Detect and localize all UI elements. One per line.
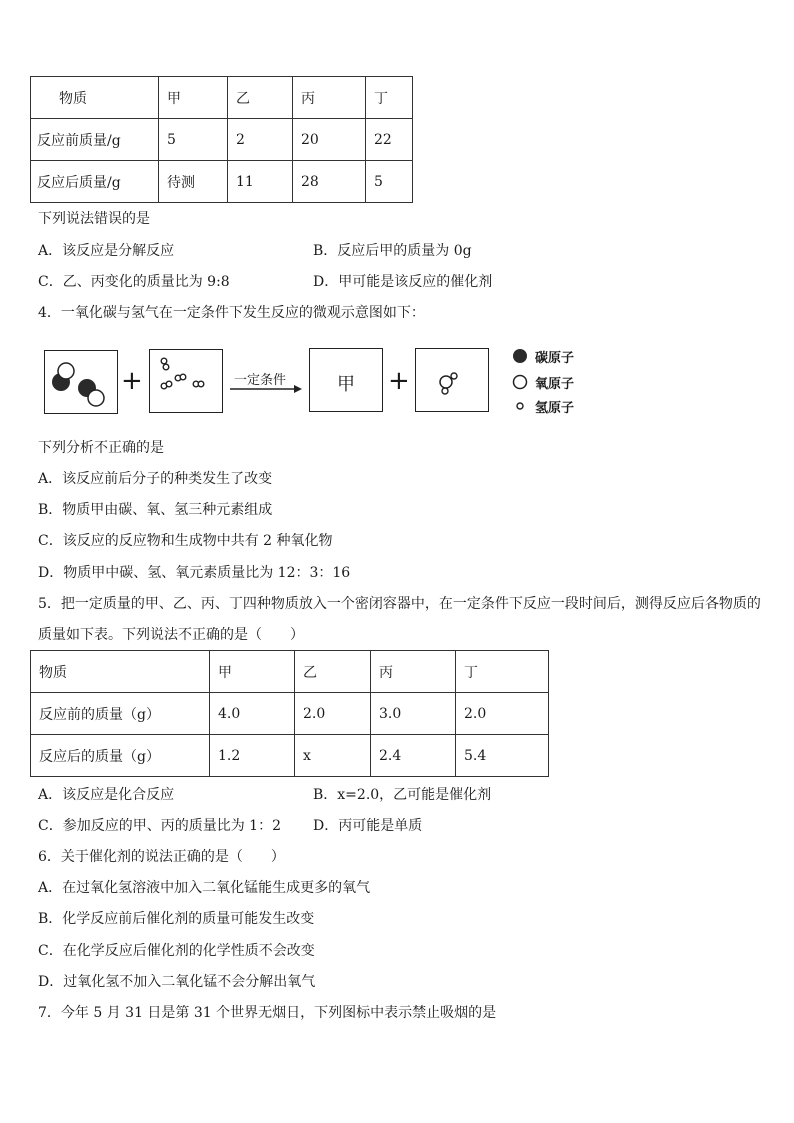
table-cell: 28 xyxy=(293,161,366,203)
q3-option-b: B．反应后甲的质量为 0g xyxy=(313,243,472,259)
reactant-h2-box xyxy=(149,349,223,413)
table-cell: 3.0 xyxy=(371,693,456,735)
q6-option-d: D．过氧化氢不加入二氧化锰不会分解出氧气 xyxy=(38,974,316,990)
table-cell: 4.0 xyxy=(210,693,295,735)
co-molecules-icon xyxy=(45,351,117,413)
product-water-box xyxy=(415,348,489,412)
q3-option-a: A．该反应是分解反应 xyxy=(38,243,175,259)
table-cell: 乙 xyxy=(228,77,293,119)
legend-oxygen: 氧原子 xyxy=(535,377,575,392)
q5-title-line2: 质量如下表。下列说法不正确的是（ ） xyxy=(38,627,304,643)
oxygen-atom-icon xyxy=(510,372,530,392)
table-cell: 2.4 xyxy=(371,735,456,777)
table-row xyxy=(31,735,549,777)
table-cell: 丁 xyxy=(366,77,413,119)
q4-option-d: D．物质甲中碳、氢、氧元素质量比为 12：3：16 xyxy=(38,565,351,581)
table-cell: 2 xyxy=(228,119,293,161)
q4-option-c: C．该反应的反应物和生成物中共有 2 种氧化物 xyxy=(38,533,333,549)
table-cell: 5 xyxy=(159,119,228,161)
q5-option-a: A．该反应是化合反应 xyxy=(38,787,175,803)
table-cell: 丁 xyxy=(456,651,549,693)
q5-option-b: B．x=2.0，乙可能是催化剂 xyxy=(313,787,492,803)
q6-option-c: C．在化学反应后催化剂的化学性质不会改变 xyxy=(38,943,315,959)
table-cell: 2.0 xyxy=(295,693,371,735)
table-cell: 丙 xyxy=(293,77,366,119)
table-cell: 2.0 xyxy=(456,693,549,735)
table-cell: 甲 xyxy=(159,77,228,119)
table-cell: 5.4 xyxy=(456,735,549,777)
reactant-co-box xyxy=(44,350,118,414)
product-label: 甲 xyxy=(337,374,355,395)
table-cell: 乙 xyxy=(295,651,371,693)
table-2 xyxy=(30,650,549,777)
legend-carbon: 碳原子 xyxy=(535,351,575,366)
product-jia-box xyxy=(309,348,383,412)
table-1 xyxy=(30,76,413,203)
table-cell: 5 xyxy=(366,161,413,203)
table-row xyxy=(31,119,413,161)
q6-title: 6．关于催化剂的说法正确的是（ ） xyxy=(38,849,285,865)
table-cell: 物质 xyxy=(31,77,159,119)
q3-option-c: C．乙、丙变化的质量比为 9:8 xyxy=(38,274,230,290)
q3-option-d: D．甲可能是该反应的催化剂 xyxy=(313,274,493,290)
q4-option-a: A．该反应前后分子的种类发生了改变 xyxy=(38,471,273,487)
table-cell: 20 xyxy=(293,119,366,161)
condition-label: 一定条件 xyxy=(234,373,287,388)
q3-stem: 下列说法错误的是 xyxy=(38,211,150,227)
q7-title: 7．今年 5 月 31 日是第 31 个世界无烟日，下列图标中表示禁止吸烟的是 xyxy=(38,1005,497,1021)
water-molecule-icon xyxy=(416,349,488,411)
table-row xyxy=(31,77,413,119)
q6-option-b: B．化学反应前后催化剂的质量可能发生改变 xyxy=(38,911,315,927)
table-cell: 甲 xyxy=(210,651,295,693)
table-cell: 反应后质量/g xyxy=(31,161,159,203)
table-cell: 22 xyxy=(366,119,413,161)
table-cell: 物质 xyxy=(31,651,210,693)
table-cell: 丙 xyxy=(371,651,456,693)
table-row xyxy=(31,693,549,735)
table-cell: 1.2 xyxy=(210,735,295,777)
q6-option-a: A．在过氧化氢溶液中加入二氧化锰能生成更多的氧气 xyxy=(38,880,371,896)
q4-title: 4．一氧化碳与氢气在一定条件下发生反应的微观示意图如下： xyxy=(38,305,425,321)
carbon-atom-icon xyxy=(510,346,530,366)
q5-option-c: C．参加反应的甲、丙的质量比为 1：2 xyxy=(38,818,281,834)
table-row xyxy=(31,651,549,693)
table-cell: x xyxy=(295,735,371,777)
table-cell: 待测 xyxy=(159,161,228,203)
q5-option-d: D．丙可能是单质 xyxy=(313,818,423,834)
legend-hydrogen: 氢原子 xyxy=(535,401,575,416)
q4-option-b: B．物质甲由碳、氧、氢三种元素组成 xyxy=(38,502,273,518)
table-row xyxy=(31,161,413,203)
table-cell: 反应后的质量（g） xyxy=(31,735,210,777)
table-cell: 反应前的质量（g） xyxy=(31,693,210,735)
q5-title-line1: 5．把一定质量的甲、乙、丙、丁四种物质放入一个密闭容器中，在一定条件下反应一段时间后，测得反应后各物质的 xyxy=(38,596,761,612)
h2-molecules-icon xyxy=(150,350,222,412)
plus-sign-1: + xyxy=(121,366,143,396)
table-cell: 11 xyxy=(228,161,293,203)
q4-stem: 下列分析不正确的是 xyxy=(38,440,164,456)
arrow-right-icon xyxy=(230,384,302,394)
hydrogen-atom-icon xyxy=(510,396,530,416)
table-cell: 反应前质量/g xyxy=(31,119,159,161)
plus-sign-2: + xyxy=(388,366,410,396)
